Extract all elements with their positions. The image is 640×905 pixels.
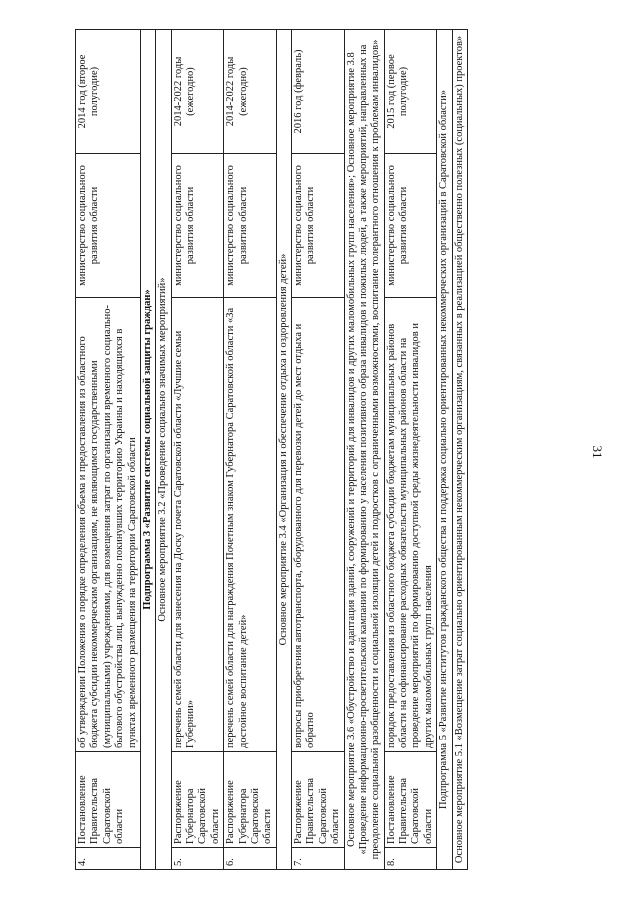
section-row bbox=[276, 30, 291, 870]
document-subject: вопросы приобретения автотранспорта, оборудованного для перевозки детей до мест отдыха и обратно bbox=[292, 298, 345, 752]
row-number: 7. bbox=[292, 848, 345, 870]
document-type: Распоряжение Губернатора Саратовской области bbox=[224, 752, 277, 848]
responsible-executor: министерство социального развития области bbox=[224, 154, 277, 298]
responsible-executor: министерство социального развития области bbox=[76, 154, 141, 298]
table-row bbox=[76, 30, 141, 870]
implementation-term: 2014-2022 годы (ежегодно) bbox=[171, 30, 224, 154]
implementation-term: 2015 год (первое полугодие) bbox=[384, 30, 437, 154]
document-type: Постановление Правительства Саратовской области bbox=[384, 752, 437, 848]
rotated-page-content bbox=[75, 30, 575, 870]
section-row bbox=[452, 30, 467, 870]
table-row bbox=[292, 30, 345, 870]
section-heading: Основное мероприятие 3.2 «Проведение социально значимых мероприятий» bbox=[156, 30, 171, 870]
document-type: Распоряжение Правительства Саратовской области bbox=[292, 752, 345, 848]
responsible-executor: министерство социального развития области bbox=[384, 154, 437, 298]
responsible-executor: министерство социального развития области bbox=[171, 154, 224, 298]
row-number: 8. bbox=[384, 848, 437, 870]
document-subject: перечень семей области для занесения на Доску почета Саратовской области «Лучшие семьи Губернии» bbox=[171, 298, 224, 752]
section-heading: Подпрограмма 5 «Развитие институтов гражданского общества и поддержка социально ориентированных некоммерческих организаций в Саратовской области» bbox=[437, 30, 452, 870]
section-row bbox=[437, 30, 452, 870]
document-subject: порядок предоставления из областного бюджета субсидии бюджетам муниципальных районов области на софинансирование расходных обязательств муниципальных районов области на проведение мероприятий по формированию доступной среды жизнедеятельности инвалидов и других маломобильных групп населения bbox=[384, 298, 437, 752]
document-type: Постановление Правительства Саратовской области bbox=[76, 752, 141, 848]
document-subject: об утверждении Положения о порядке определения объема и предоставления из областного бюджета субсидии некоммерческим организациям, не являющимся государственными (муниципальными) учреждениями, для возмещения затрат по организации временного социально-бытового обустройства лиц, вынужденно покинувших территорию Украины и находящихся в пунктах временного размещения на территории Саратовской области bbox=[76, 298, 141, 752]
responsible-executor: министерство социального развития области bbox=[292, 154, 345, 298]
row-number: 4. bbox=[76, 848, 141, 870]
section-row bbox=[156, 30, 171, 870]
legal-acts-table bbox=[75, 29, 468, 870]
section-row bbox=[140, 30, 155, 870]
document-subject: перечень семей области для награждения Почетным знаком Губернатора Саратовской области «За достойное воспитание детей» bbox=[224, 298, 277, 752]
table-row bbox=[384, 30, 437, 870]
row-number: 6. bbox=[224, 848, 277, 870]
implementation-term: 2014-2022 годы (ежегодно) bbox=[224, 30, 277, 154]
row-number: 5. bbox=[171, 848, 224, 870]
implementation-term: 2014 год (второе полугодие) bbox=[76, 30, 141, 154]
section-heading: Основное мероприятие 3.4 «Организация и обеспечение отдыха и оздоровления детей» bbox=[276, 30, 291, 870]
subprogram-heading: Подпрограмма 3 «Развитие системы социальной защиты граждан» bbox=[140, 30, 155, 870]
section-row bbox=[344, 30, 384, 870]
document-type: Распоряжение Губернатора Саратовской области bbox=[171, 752, 224, 848]
page-number: 31 bbox=[590, 445, 605, 459]
table-row bbox=[171, 30, 224, 870]
implementation-term: 2016 год (февраль) bbox=[292, 30, 345, 154]
section-heading: Основное мероприятие 5.1 «Возмещение затрат социально ориентированным некоммерческим организациям, связанных в реализацией общественно полезных (социальных) проектов» bbox=[452, 30, 467, 870]
section-heading: Основное мероприятие 3.6 «Обустройство и адаптация зданий, сооружений и территорий для инвалидов и других маломобильных групп населения»; Основное мероприятие 3.8 «Проведение информационно-просветительской кампании по формированию у населения позитивного образа инвалидов и пожилых людей, а также мероприятий, направленных на преодоление социальной разобщенности и социальной изоляции детей и подростков с ограниченными возможностями, воспитание толерантного отношения к проблемам инвалидов» bbox=[344, 30, 384, 870]
table-row bbox=[224, 30, 277, 870]
